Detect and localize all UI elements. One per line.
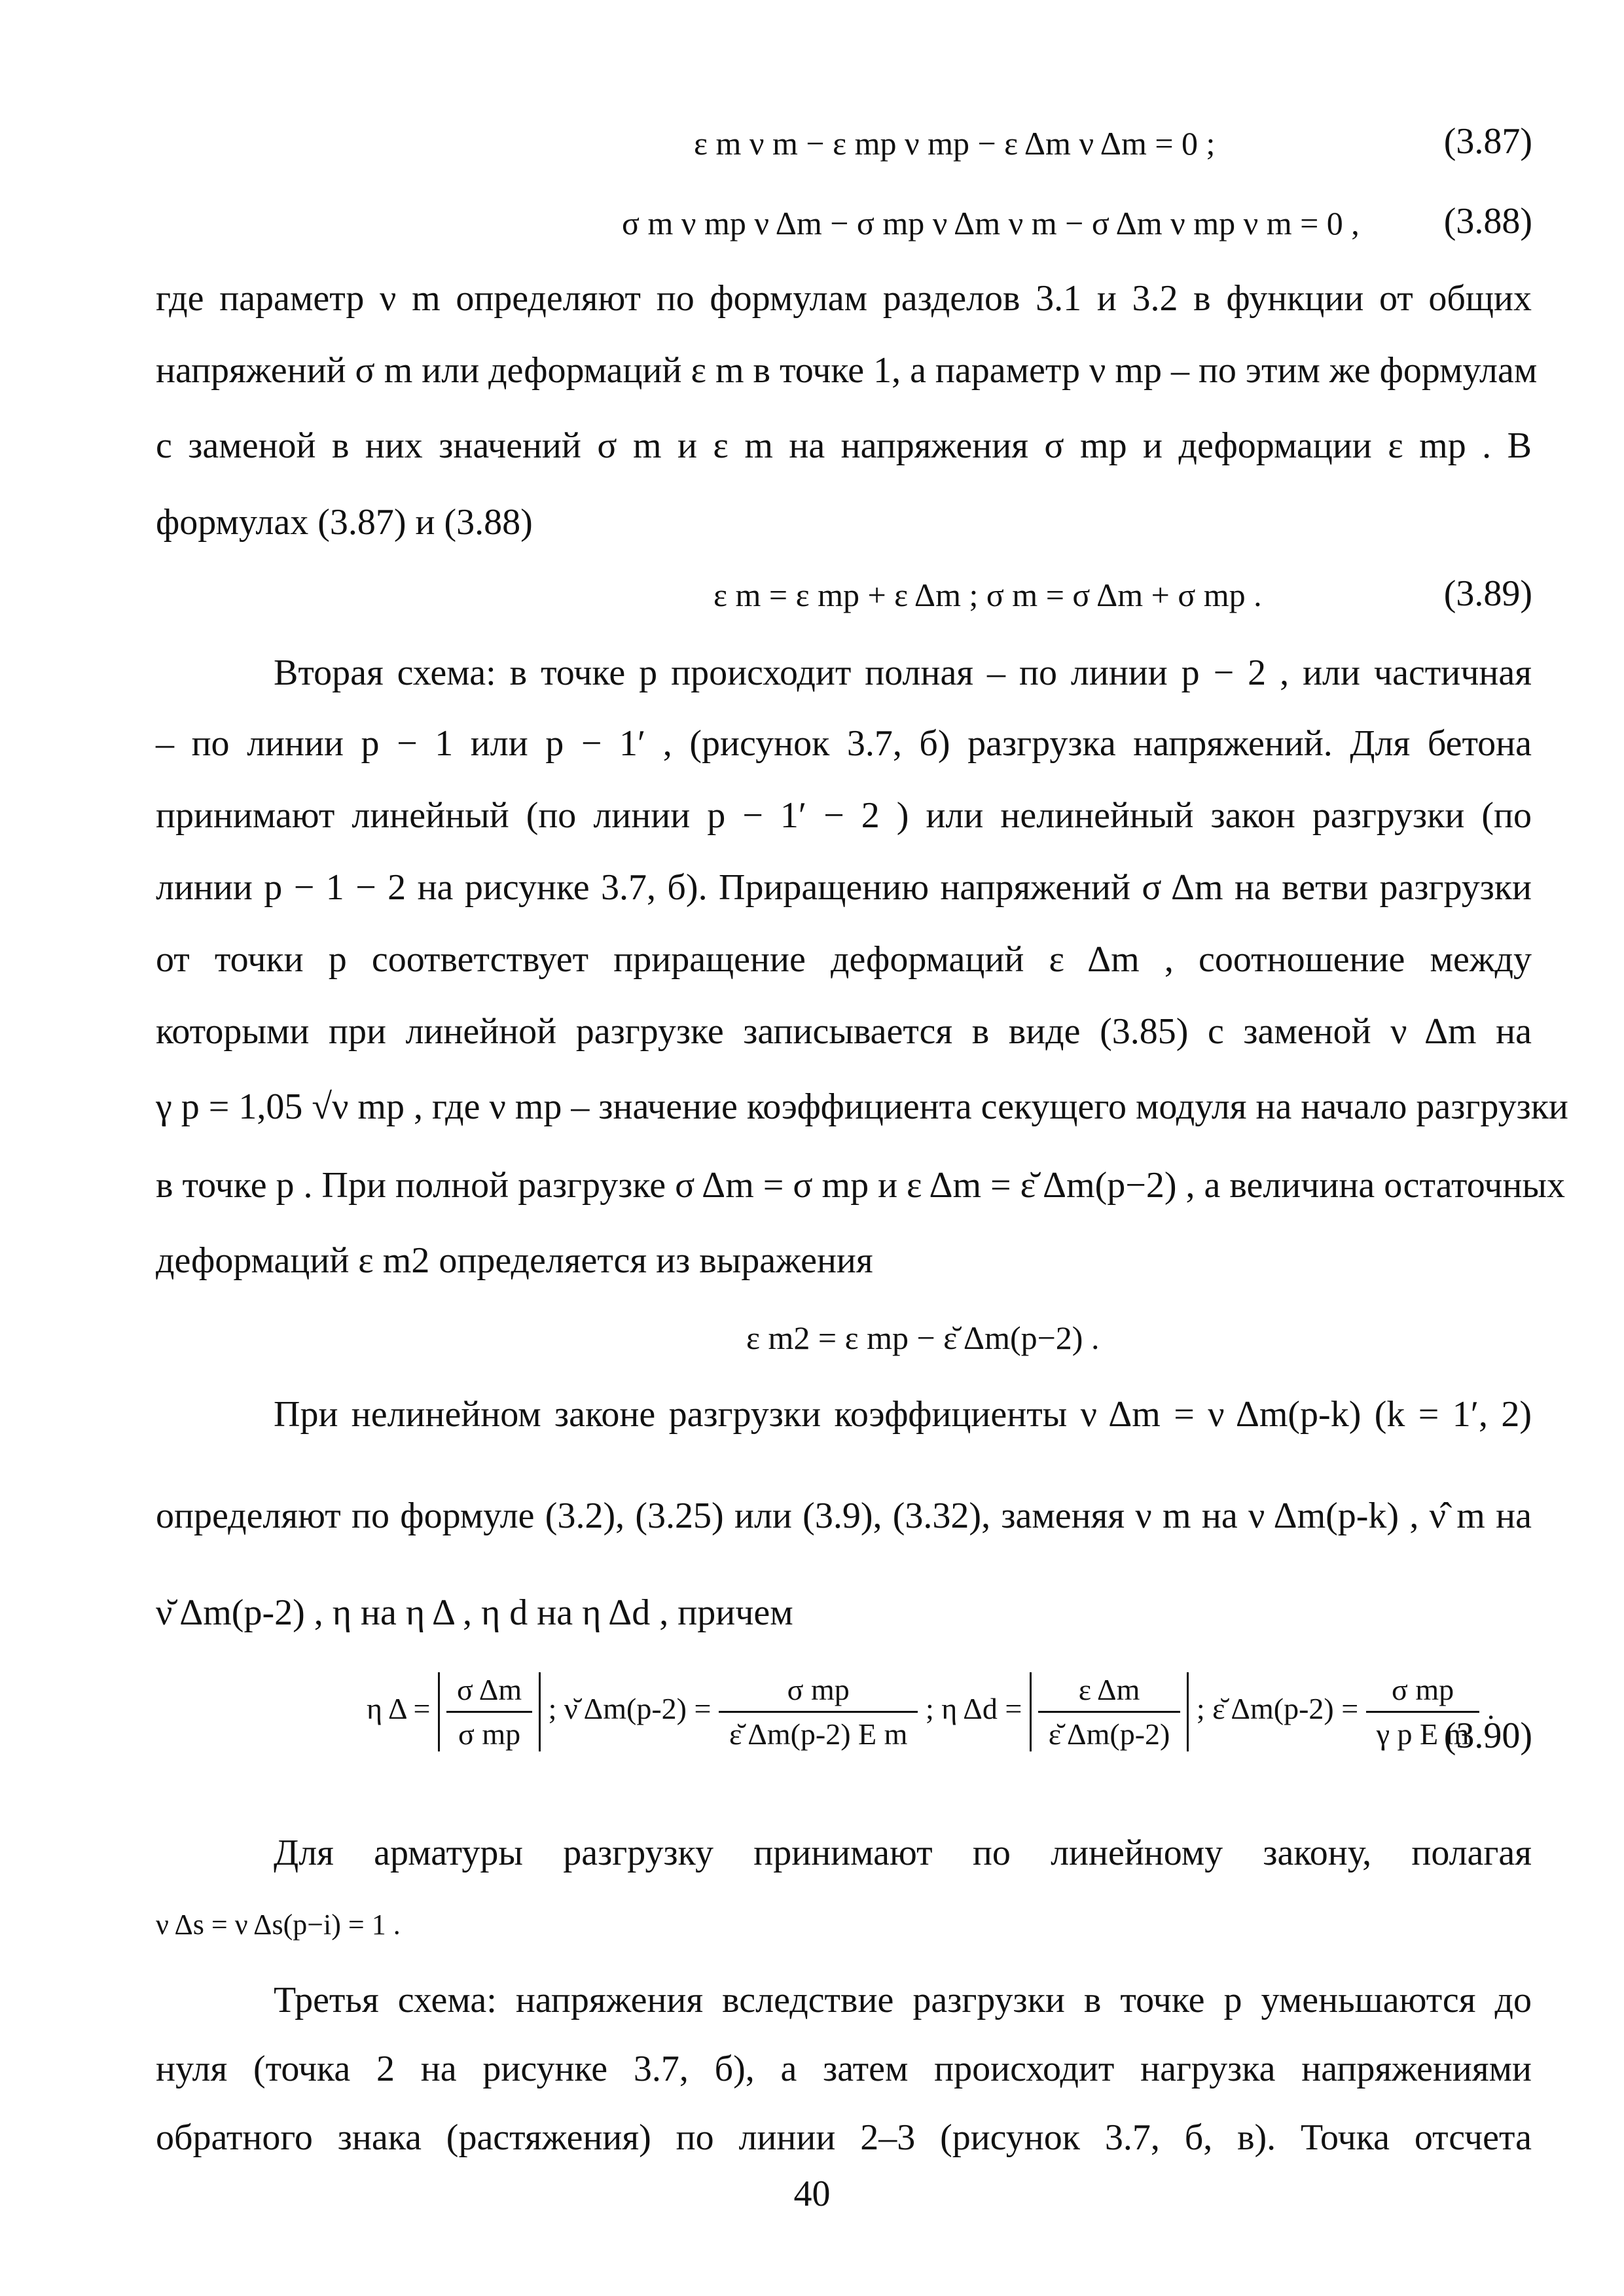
equation-3-89: ε m = ε mp + ε Δm ; σ m = σ Δm + σ mp .: [713, 577, 1262, 613]
paragraph-line: γ p = 1,05 √ν mp , где ν mp – значение коэффициента секущего модуля на начало разгрузки: [156, 1086, 1568, 1127]
equation-3-88: σ m ν mp ν Δm − σ mp ν Δm ν m − σ Δm ν mp ν m = 0 ,: [622, 205, 1360, 242]
fraction-denominator: ε̆ Δm(p-2): [1048, 1717, 1170, 1751]
paragraph-line: где параметр ν m определяют по формулам разделов 3.1 и 3.2 в функции от общих: [156, 278, 1532, 319]
paragraph-line: принимают линейный (по линии p − 1′ − 2 ) или нелинейный закон разгрузки (по: [156, 795, 1532, 836]
fraction-denominator: ε̆ Δm(p-2) E m: [729, 1717, 908, 1751]
fraction-numerator: ε Δm: [1038, 1672, 1181, 1713]
eq-part: ; ε̆ Δm(p-2) =: [1196, 1692, 1359, 1726]
paragraph-line: с заменой в них значений σ m и ε m на напряжения σ mp и деформации ε mp . В: [156, 425, 1532, 466]
equation-number-3-88: (3.88): [1443, 201, 1532, 242]
absolute-value: [438, 1672, 541, 1751]
fraction: [1038, 1672, 1181, 1751]
absolute-value: [1030, 1672, 1189, 1751]
paragraph-line: ν Δs = ν Δs(p−i) = 1 .: [156, 1909, 401, 1941]
paragraph-line: ν̆ Δm(p-2) , η на η Δ , η d на η Δd , причем: [156, 1592, 793, 1633]
paragraph-line: При нелинейном законе разгрузки коэффициенты ν Δm = ν Δm(p-k) (k = 1′, 2): [274, 1394, 1532, 1435]
paragraph-line: обратного знака (растяжения) по линии 2–3 (рисунок 3.7, б, в). Точка отсчета: [156, 2117, 1532, 2158]
fraction-numerator: σ Δm: [446, 1672, 532, 1713]
fraction-numerator: σ mp: [719, 1672, 918, 1713]
equation-number-3-90: (3.90): [1443, 1715, 1532, 1756]
eq-part: .: [1487, 1692, 1495, 1726]
paragraph-line: – по линии p − 1 или p − 1′ , (рисунок 3.7, б) разгрузка напряжений. Для бетона: [156, 723, 1532, 764]
page-number: 40: [793, 2174, 831, 2214]
fraction-denominator: γ p E m: [1376, 1717, 1470, 1751]
equation-em2: ε m2 = ε mp − ε̆ Δm(p−2) .: [746, 1319, 1100, 1356]
equation-3-87: ε m ν m − ε mp ν mp − ε Δm ν Δm = 0 ;: [694, 125, 1216, 162]
equation-number-3-87: (3.87): [1443, 121, 1532, 162]
fraction-denominator: σ mp: [458, 1717, 521, 1751]
fraction: [719, 1672, 918, 1751]
eq-part: ; ν̆ Δm(p-2) =: [548, 1692, 712, 1726]
paragraph-line: Для арматуры разгрузку принимают по линейному закону, полагая: [274, 1833, 1532, 1873]
paragraph-line: Вторая схема: в точке p происходит полная – по линии p − 2 , или частичная: [274, 653, 1532, 693]
eq-part: ; η Δd =: [925, 1692, 1022, 1726]
fraction: [446, 1672, 532, 1751]
eq-part: η Δ =: [367, 1692, 431, 1726]
equation-3-90: [367, 1672, 1494, 1751]
paragraph-line: определяют по формуле (3.2), (3.25) или (3.9), (3.32), заменяя ν m на ν Δm(p-k) , ν̂ m на: [156, 1496, 1532, 1536]
paragraph-line: нуля (точка 2 на рисунке 3.7, б), а затем происходит нагрузка напряжениями: [156, 2049, 1532, 2089]
paragraph-line: линии p − 1 − 2 на рисунке 3.7, б). Приращению напряжений σ Δm на ветви разгрузки: [156, 867, 1532, 908]
paragraph-line: деформаций ε m2 определяется из выражения: [156, 1240, 873, 1281]
fraction-numerator: σ mp: [1366, 1672, 1480, 1713]
equation-number-3-89: (3.89): [1443, 573, 1532, 614]
paragraph-line: формулах (3.87) и (3.88): [156, 502, 533, 543]
paragraph-line: напряжений σ m или деформаций ε m в точке 1, а параметр ν mp – по этим же формулам: [156, 350, 1538, 391]
paragraph-line: в точке p . При полной разгрузке σ Δm = σ mp и ε Δm = ε̆ Δm(p−2) , а величина остаточных: [156, 1165, 1566, 1206]
paragraph-line: Третья схема: напряжения вследствие разгрузки в точке р уменьшаются до: [274, 1980, 1532, 2020]
paragraph-line: которыми при линейной разгрузке записывается в виде (3.85) с заменой ν Δm на: [156, 1011, 1532, 1052]
paragraph-line: от точки p соответствует приращение деформаций ε Δm , соотношение между: [156, 939, 1532, 980]
